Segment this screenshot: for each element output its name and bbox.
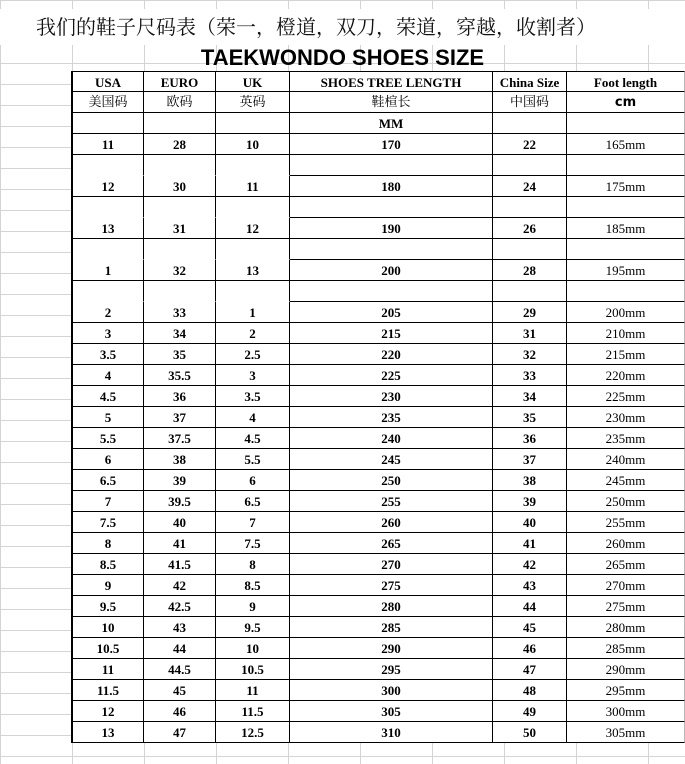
cell-euro: 32: [144, 260, 216, 281]
table-row: [73, 722, 685, 743]
cell-china: 28: [493, 260, 567, 281]
cell-tree: 190: [290, 218, 493, 239]
cell-euro: 44: [144, 638, 216, 659]
cell-euro: 39.5: [144, 491, 216, 512]
table-row: [73, 407, 685, 428]
cell-usa: 7.5: [73, 512, 144, 533]
cell-foot: 285mm: [567, 638, 685, 659]
col-subheader-tree-length: 鞋楦长: [290, 92, 493, 113]
table-row: [73, 449, 685, 470]
cell-usa: 3: [73, 323, 144, 344]
cell-euro: 37.5: [144, 428, 216, 449]
cell-usa: 8: [73, 533, 144, 554]
cell-china: 38: [493, 470, 567, 491]
cell-tree: 300: [290, 680, 493, 701]
cell-usa: 1: [73, 260, 144, 281]
table-row: [73, 701, 685, 722]
cell-uk: 4: [216, 407, 290, 428]
cell-tree: 180: [290, 176, 493, 197]
cell-tree: 255: [290, 491, 493, 512]
cell-china: 46: [493, 638, 567, 659]
cell-euro: 47: [144, 722, 216, 743]
cell-foot: 255mm: [567, 512, 685, 533]
cell-usa: 11: [73, 134, 144, 155]
cell-usa: 8.5: [73, 554, 144, 575]
table-row: [73, 533, 685, 554]
cell-foot: 270mm: [567, 575, 685, 596]
cell-tree: 170: [290, 134, 493, 155]
cell-china: 39: [493, 491, 567, 512]
table-row: [73, 176, 685, 197]
table-row: [73, 512, 685, 533]
cell-tree: 260: [290, 512, 493, 533]
table-body: [73, 134, 685, 743]
cell-usa: 13: [73, 218, 144, 239]
col-header-china-size: China Size: [493, 71, 567, 92]
cell-uk: 8: [216, 554, 290, 575]
cell-foot: 165mm: [567, 134, 685, 155]
cell-uk: 1: [216, 302, 290, 323]
cell-foot: 175mm: [567, 176, 685, 197]
cell-uk: 10: [216, 134, 290, 155]
header-row-labels: [73, 71, 685, 92]
cell-euro: 36: [144, 386, 216, 407]
cell-china: 24: [493, 176, 567, 197]
cell-euro: 40: [144, 512, 216, 533]
table-row: [73, 386, 685, 407]
col-subheader-china-size: 中国码: [493, 92, 567, 113]
cell-tree: 215: [290, 323, 493, 344]
cell-euro: 45: [144, 680, 216, 701]
cell-tree: 245: [290, 449, 493, 470]
col-header-euro: EURO: [144, 71, 216, 92]
cell-foot: 185mm: [567, 218, 685, 239]
cell-foot: 265mm: [567, 554, 685, 575]
cell-tree: 240: [290, 428, 493, 449]
cell-uk: 6: [216, 470, 290, 491]
table-row: [73, 428, 685, 449]
col-subheader-usa: 美国码: [73, 92, 144, 113]
header-row-chinese: [73, 92, 685, 113]
table-row: [73, 596, 685, 617]
cell-usa: 5.5: [73, 428, 144, 449]
cell-tree: 230: [290, 386, 493, 407]
cell-china: 43: [493, 575, 567, 596]
cell-euro: 35.5: [144, 365, 216, 386]
cell-euro: 43: [144, 617, 216, 638]
cell-tree: 200: [290, 260, 493, 281]
cell-uk: 12: [216, 218, 290, 239]
cell-foot: 195mm: [567, 260, 685, 281]
cell-foot: 215mm: [567, 344, 685, 365]
table-row: [73, 554, 685, 575]
chinese-title: 我们的鞋子尺码表（荣一，橙道，双刀，荣道，穿越，收割者）: [0, 9, 685, 45]
cell-uk: 10.5: [216, 659, 290, 680]
col-header-tree-length: SHOES TREE LENGTH: [290, 71, 493, 92]
cell-foot: 200mm: [567, 302, 685, 323]
col-subheader-foot-length: cm: [567, 92, 685, 113]
cell-foot: 300mm: [567, 701, 685, 722]
cell-uk: 2: [216, 323, 290, 344]
unit-label: MM: [290, 113, 493, 134]
cell-foot: 240mm: [567, 449, 685, 470]
col-subheader-uk: 英码: [216, 92, 290, 113]
cell-euro: 34: [144, 323, 216, 344]
cell-foot: 210mm: [567, 323, 685, 344]
cell-usa: 9: [73, 575, 144, 596]
header-row-unit: [73, 113, 685, 134]
table-row: [73, 638, 685, 659]
spacer-row: [73, 281, 685, 302]
cell-china: 44: [493, 596, 567, 617]
cell-china: 45: [493, 617, 567, 638]
cell-usa: 11.5: [73, 680, 144, 701]
cell-foot: 225mm: [567, 386, 685, 407]
cell-foot: 230mm: [567, 407, 685, 428]
table-row: [73, 680, 685, 701]
cell-china: 48: [493, 680, 567, 701]
cell-usa: 12: [73, 701, 144, 722]
cell-china: 31: [493, 323, 567, 344]
cell-usa: 11: [73, 659, 144, 680]
cell-tree: 290: [290, 638, 493, 659]
cell-euro: 31: [144, 218, 216, 239]
cell-foot: 220mm: [567, 365, 685, 386]
cell-china: 47: [493, 659, 567, 680]
cell-china: 32: [493, 344, 567, 365]
cell-tree: 220: [290, 344, 493, 365]
cell-euro: 39: [144, 470, 216, 491]
cell-usa: 10: [73, 617, 144, 638]
cell-euro: 41.5: [144, 554, 216, 575]
page-title: TAEKWONDO SHOES SIZE: [200, 45, 485, 70]
cell-euro: 37: [144, 407, 216, 428]
cell-foot: 290mm: [567, 659, 685, 680]
cell-euro: 33: [144, 302, 216, 323]
cell-china: 33: [493, 365, 567, 386]
cell-foot: 250mm: [567, 491, 685, 512]
cell-euro: 42.5: [144, 596, 216, 617]
cell-tree: 270: [290, 554, 493, 575]
table-row: [73, 365, 685, 386]
cell-china: 26: [493, 218, 567, 239]
cell-tree: 305: [290, 701, 493, 722]
col-header-usa: USA: [73, 71, 144, 92]
cell-china: 50: [493, 722, 567, 743]
cell-usa: 3.5: [73, 344, 144, 365]
cell-foot: 260mm: [567, 533, 685, 554]
cell-tree: 310: [290, 722, 493, 743]
cell-china: 37: [493, 449, 567, 470]
cell-tree: 265: [290, 533, 493, 554]
cell-china: 42: [493, 554, 567, 575]
cell-china: 36: [493, 428, 567, 449]
cell-uk: 4.5: [216, 428, 290, 449]
col-subheader-euro: 欧码: [144, 92, 216, 113]
cell-usa: 6.5: [73, 470, 144, 491]
cell-foot: 280mm: [567, 617, 685, 638]
cell-euro: 30: [144, 176, 216, 197]
cell-euro: 46: [144, 701, 216, 722]
cell-euro: 42: [144, 575, 216, 596]
cell-euro: 38: [144, 449, 216, 470]
table-row: [73, 470, 685, 491]
table-row: [73, 302, 685, 323]
cell-uk: 9: [216, 596, 290, 617]
cell-uk: 11: [216, 680, 290, 701]
cell-usa: 4: [73, 365, 144, 386]
cell-tree: 295: [290, 659, 493, 680]
table-row: [73, 491, 685, 512]
cell-tree: 250: [290, 470, 493, 491]
col-header-foot-length: Foot length: [567, 71, 685, 92]
cell-china: 34: [493, 386, 567, 407]
table-row: [73, 260, 685, 281]
cell-china: 40: [493, 512, 567, 533]
cell-uk: 11.5: [216, 701, 290, 722]
cell-foot: 235mm: [567, 428, 685, 449]
cell-tree: 285: [290, 617, 493, 638]
cell-uk: 13: [216, 260, 290, 281]
cell-tree: 280: [290, 596, 493, 617]
table-row: [73, 575, 685, 596]
cell-euro: 44.5: [144, 659, 216, 680]
table-row: [73, 134, 685, 155]
size-table: [71, 71, 685, 743]
cell-tree: 275: [290, 575, 493, 596]
cell-foot: 275mm: [567, 596, 685, 617]
cell-uk: 8.5: [216, 575, 290, 596]
cell-uk: 3.5: [216, 386, 290, 407]
cell-china: 41: [493, 533, 567, 554]
cell-foot: 305mm: [567, 722, 685, 743]
cell-uk: 3: [216, 365, 290, 386]
cell-euro: 35: [144, 344, 216, 365]
cell-uk: 9.5: [216, 617, 290, 638]
spacer-row: [73, 197, 685, 218]
col-header-uk: UK: [216, 71, 290, 92]
cell-uk: 2.5: [216, 344, 290, 365]
cell-usa: 10.5: [73, 638, 144, 659]
cell-uk: 7: [216, 512, 290, 533]
cell-uk: 11: [216, 176, 290, 197]
spacer-row: [73, 155, 685, 176]
cell-usa: 12: [73, 176, 144, 197]
cell-foot: 245mm: [567, 470, 685, 491]
cell-usa: 7: [73, 491, 144, 512]
table-row: [73, 659, 685, 680]
cell-china: 35: [493, 407, 567, 428]
table-row: [73, 617, 685, 638]
cell-foot: 295mm: [567, 680, 685, 701]
cell-uk: 6.5: [216, 491, 290, 512]
cell-tree: 225: [290, 365, 493, 386]
cell-usa: 6: [73, 449, 144, 470]
cell-euro: 28: [144, 134, 216, 155]
cell-uk: 12.5: [216, 722, 290, 743]
cell-euro: 41: [144, 533, 216, 554]
cell-usa: 4.5: [73, 386, 144, 407]
cell-usa: 13: [73, 722, 144, 743]
table-row: [73, 323, 685, 344]
cell-usa: 5: [73, 407, 144, 428]
cell-uk: 7.5: [216, 533, 290, 554]
cell-usa: 2: [73, 302, 144, 323]
spacer-row: [73, 239, 685, 260]
cell-usa: 9.5: [73, 596, 144, 617]
cell-tree: 205: [290, 302, 493, 323]
cell-uk: 10: [216, 638, 290, 659]
cell-tree: 235: [290, 407, 493, 428]
table-row: [73, 344, 685, 365]
cell-uk: 5.5: [216, 449, 290, 470]
cell-china: 29: [493, 302, 567, 323]
cell-china: 22: [493, 134, 567, 155]
table-row: [73, 218, 685, 239]
cell-china: 49: [493, 701, 567, 722]
